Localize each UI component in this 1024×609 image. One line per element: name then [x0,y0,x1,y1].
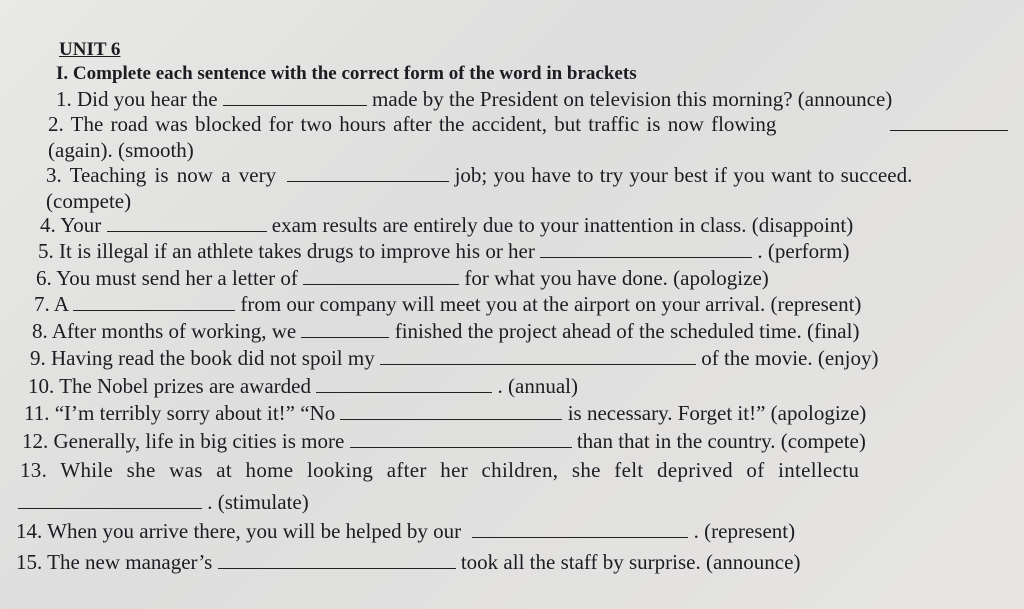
sentence-12-part-b: than that in the country. (compete) [576,429,866,453]
sentence-10-part-a: 10. The Nobel prizes are awarded [28,374,311,398]
answer-blank[interactable] [218,550,456,569]
answer-blank[interactable] [73,292,235,311]
sentence-5-part-a: 5. It is illegal if an athlete takes drugs to improve his or her [38,239,535,263]
answer-blank[interactable] [472,519,688,538]
sentence-5-part-b: . (perform) [757,239,850,263]
answer-blank[interactable] [316,374,492,393]
answer-blank[interactable] [380,346,696,365]
sentence-9-part-b: of the movie. (enjoy) [701,346,879,370]
sentence-12 [22,429,866,453]
sentence-8-part-b: finished the project ahead of the scheduled time. (final) [394,319,860,343]
sentence-15-part-b: took all the staff by surprise. (announce) [460,550,801,574]
sentence-4-part-a: 4. Your [40,213,102,237]
sentence-7-part-b: from our company will meet you at the airport on your arrival. (represent) [240,292,862,316]
sentence-10 [28,374,578,398]
answer-blank[interactable] [890,112,1008,131]
sentence-8 [32,319,859,343]
sentence-13 [20,458,1024,482]
sentence-3-part-b: job; you have to try your best if you want to succeed. [454,163,913,187]
sentence-1-part-a: 1. Did you hear the [56,87,218,111]
sentence-4-part-b: exam results are entirely due to your inattention in class. (disappoint) [271,213,854,237]
sentence-14-part-b: . (represent) [693,519,796,543]
answer-blank[interactable] [18,490,202,509]
sentence-15-part-a: 15. The new manager’s [16,550,213,574]
sentence-10-part-b: . (annual) [497,374,578,398]
sentence-3-part-a: 3. Teaching is now a very [46,163,277,187]
sentence-14-part-a: 14. When you arrive there, you will be helped by our [16,519,462,543]
sentence-6-part-b: for what you have done. (apologize) [464,266,769,290]
answer-blank[interactable] [287,163,449,182]
sentence-6 [36,266,769,290]
sentence-13-part-b: . (stimulate) [207,490,309,514]
sentence-11-part-a: 11. “I’m terribly sorry about it!” “No [24,401,336,425]
sentence-2 [48,112,1008,136]
answer-blank[interactable] [350,429,572,448]
answer-blank[interactable] [301,319,389,338]
sentence-11-part-b: is necessary. Forget it!” (apologize) [567,401,867,425]
answer-blank[interactable] [540,239,752,258]
unit-title: UNIT 6 [59,39,121,60]
sentence-1-part-b: made by the President on television this morning? (announce) [372,87,893,111]
sentence-3 [46,163,912,187]
sentence-1 [56,87,892,111]
sentence-8-part-a: 8. After months of working, we [32,319,297,343]
section-heading: I. Complete each sentence with the correct form of the word in brackets [56,63,637,84]
sentence-7-part-a: 7. A [34,292,68,316]
sentence-2-part-a: 2. The road was blocked for two hours after the accident, but traffic is now flowing [48,112,777,136]
sentence-13-part-a: 13. While she was at home looking after her children, she felt deprived of intellectu [20,458,860,482]
sentence-14 [16,519,795,543]
sentence-2-part-b: (again). (smooth) [48,138,194,162]
sentence-12-part-a: 12. Generally, life in big cities is more [22,429,345,453]
sentence-15 [16,550,800,574]
sentence-6-part-a: 6. You must send her a letter of [36,266,298,290]
answer-blank[interactable] [223,87,367,106]
sentence-7 [34,292,861,316]
sentence-3-part-c: (compete) [46,189,132,213]
sentence-9 [30,346,879,370]
answer-blank[interactable] [340,401,562,420]
sentence-4 [40,213,853,237]
answer-blank[interactable] [303,266,459,285]
sentence-13-continued [18,490,309,514]
sentence-11 [24,401,866,425]
answer-blank[interactable] [107,213,267,232]
sentence-5 [38,239,850,263]
sentence-9-part-a: 9. Having read the book did not spoil my [30,346,375,370]
